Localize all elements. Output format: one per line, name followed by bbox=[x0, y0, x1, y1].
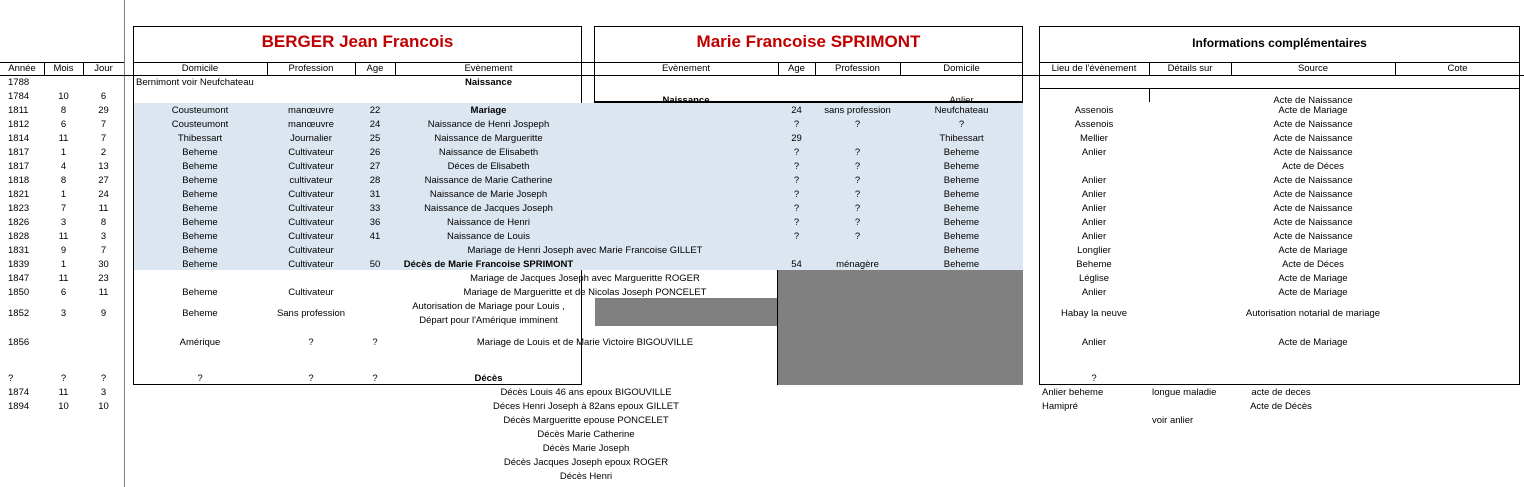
cell-prof1: ? bbox=[308, 337, 314, 348]
header-lieu: Lieu de l'évènement bbox=[1051, 63, 1137, 74]
cell-mois: 11 bbox=[58, 133, 69, 144]
cell-annee: 1818 bbox=[8, 175, 30, 186]
cell-prof1: Cultivateur bbox=[288, 161, 334, 172]
cell-ev1: Mariage bbox=[470, 105, 507, 116]
cell-ev1: Mariage de Margueritte et de Nicolas Joseph PONCELET bbox=[463, 287, 707, 298]
cell-jour: 7 bbox=[100, 245, 107, 256]
cell-ev1-multiline bbox=[395, 300, 582, 328]
cell-annee: 1817 bbox=[8, 161, 30, 172]
cell-jour: 27 bbox=[98, 175, 109, 186]
cell-ev1: Décès Marie Joseph bbox=[542, 443, 630, 454]
cell-ev1: Mariage de Jacques Joseph avec Margueritte ROGER bbox=[470, 273, 700, 284]
cell-source: Acte de Mariage bbox=[1278, 105, 1348, 116]
cell-prof2: ? bbox=[854, 147, 861, 158]
cell-age2: 24 bbox=[791, 105, 802, 116]
cell-jour: 11 bbox=[98, 287, 109, 298]
cell-annee: 1821 bbox=[8, 189, 30, 200]
cell-source: Acte de Décès bbox=[1250, 401, 1312, 412]
cell-ev1: Décès bbox=[474, 373, 503, 384]
cell-prof2: ? bbox=[854, 203, 861, 214]
cell-prof1: Sans profession bbox=[276, 308, 346, 319]
cell-mois: 11 bbox=[58, 387, 69, 398]
cell-ev1-line1: Autorisation de Mariage pour Louis , bbox=[412, 301, 565, 312]
cell-dom1: Beheme bbox=[182, 287, 218, 298]
cell-source: Acte de Naissance bbox=[1273, 133, 1353, 144]
gray-block bbox=[595, 298, 778, 326]
cell-jour: 3 bbox=[100, 387, 107, 398]
cell-ev1: Mariage de Henri Joseph avec Marie Francoise GILLET bbox=[467, 245, 703, 256]
cell-prof1: cultivateur bbox=[289, 175, 333, 186]
cell-lieu: Beheme bbox=[1076, 259, 1112, 270]
cell-mois: 6 bbox=[60, 287, 67, 298]
cell-age1: ? bbox=[372, 373, 378, 384]
cell-lieu: Assenois bbox=[1074, 119, 1114, 130]
cell-prof2: sans profession bbox=[824, 105, 891, 116]
cell-jour: ? bbox=[100, 373, 107, 384]
cell-annee: 1811 bbox=[8, 105, 29, 116]
cell-jour: 29 bbox=[98, 105, 109, 116]
cell-annee: 1839 bbox=[8, 259, 30, 270]
cell-annee: 1874 bbox=[8, 387, 30, 398]
cell-lieu: Anlier bbox=[1081, 189, 1107, 200]
cell-source: Acte de Déces bbox=[1282, 161, 1344, 172]
cell-dom2: Beheme bbox=[943, 259, 980, 270]
cell-annee: 1856 bbox=[8, 337, 30, 348]
cell-ev1: Naissance de Margueritte bbox=[434, 133, 543, 144]
cell-age1: 24 bbox=[369, 119, 381, 130]
cell-prof1: manœuvre bbox=[288, 105, 334, 116]
cell-age1: 36 bbox=[369, 217, 381, 228]
cell-jour: 6 bbox=[100, 91, 107, 102]
cell-dom1: Beheme bbox=[182, 147, 218, 158]
cell-ev1: Naissance de Henri Jospeph bbox=[427, 119, 550, 130]
cell-source: Acte de Mariage bbox=[1278, 273, 1348, 284]
cell-age2: ? bbox=[793, 189, 800, 200]
column-divider bbox=[124, 0, 125, 487]
cell-source: Acte de Déces bbox=[1282, 259, 1344, 270]
cell-age2: ? bbox=[793, 231, 800, 242]
header-domicile2: Domicile bbox=[943, 63, 980, 74]
cell-dom1: Thibessart bbox=[177, 133, 223, 144]
cell-dom1: Beheme bbox=[182, 203, 218, 214]
cell-jour: 30 bbox=[98, 259, 109, 270]
cell-ev1: Déces de Elisabeth bbox=[447, 161, 530, 172]
cell-source: Acte de Naissance bbox=[1273, 147, 1353, 158]
header-domicile1: Domicile bbox=[181, 63, 219, 74]
cell-ev1: Naissance de Elisabeth bbox=[438, 147, 539, 158]
row-line bbox=[1039, 88, 1520, 89]
cell-lieu: Assenois bbox=[1074, 105, 1114, 116]
cell-dom1: Beheme bbox=[182, 189, 218, 200]
cell-source: Acte de Naissance bbox=[1273, 231, 1353, 242]
cell-dom1: Beheme bbox=[182, 245, 218, 256]
cell-jour: 8 bbox=[100, 217, 107, 228]
cell-mois: 1 bbox=[60, 259, 67, 270]
cell-dom1: Beheme bbox=[182, 175, 218, 186]
cell-age1: 28 bbox=[369, 175, 381, 186]
cell-prof2: ? bbox=[854, 161, 861, 172]
cell-prof1: Cultivateur bbox=[288, 203, 334, 214]
cell-dom1: Bernimont voir Neufchateau bbox=[136, 77, 254, 88]
cell-ev1: Naissance de Marie Catherine bbox=[424, 175, 553, 186]
header-details: Détails sur bbox=[1167, 63, 1213, 74]
header-annee: Année bbox=[8, 63, 36, 74]
cell-lieu: ? bbox=[1091, 373, 1097, 384]
cell-dom1: Amérique bbox=[179, 337, 221, 348]
cell-prof1: Cultivateur bbox=[288, 147, 334, 158]
cell-source: Acte de Mariage bbox=[1278, 245, 1348, 256]
cell-age2: ? bbox=[793, 217, 800, 228]
cell-dom2: Beheme bbox=[943, 203, 980, 214]
header-jour: Jour bbox=[94, 63, 113, 74]
cell-age1: 26 bbox=[369, 147, 381, 158]
cell-age2: 54 bbox=[791, 259, 802, 270]
cell-mois: 10 bbox=[58, 401, 69, 412]
cell-mois: 11 bbox=[58, 231, 69, 242]
cell-annee: 1784 bbox=[8, 91, 30, 102]
cell-ev1: Naissance de Louis bbox=[447, 231, 530, 242]
cell-annee: 1894 bbox=[8, 401, 30, 412]
cell-age1: 25 bbox=[369, 133, 381, 144]
cell-dom2: Beheme bbox=[943, 189, 980, 200]
cell-dom1: Beheme bbox=[182, 161, 218, 172]
cell-prof2: ? bbox=[854, 175, 861, 186]
cell-dom2: Beheme bbox=[943, 231, 980, 242]
cell-source: Acte de Naissance bbox=[1273, 217, 1353, 228]
cell-lieu: Anlier bbox=[1081, 337, 1107, 348]
header-cote: Cote bbox=[1447, 63, 1468, 74]
cell-dom2: ? bbox=[958, 119, 965, 130]
cell-jour: 7 bbox=[100, 133, 107, 144]
cell-source: acte de deces bbox=[1251, 387, 1311, 398]
cell-age2: ? bbox=[793, 119, 800, 130]
cell-age1: 33 bbox=[369, 203, 381, 214]
cell-annee: 1828 bbox=[8, 231, 30, 242]
cell-lieu: Mellier bbox=[1080, 133, 1108, 144]
cell-jour: 24 bbox=[98, 189, 109, 200]
cell-mois: 11 bbox=[58, 273, 69, 284]
cell-ev1: Mariage de Louis et de Marie Victoire BIGOUVILLE bbox=[476, 337, 694, 348]
cell-mois: 9 bbox=[60, 245, 67, 256]
cell-dom2: Beheme bbox=[943, 245, 980, 256]
cell-dom1: Beheme bbox=[182, 231, 218, 242]
cell-prof1: Cultivateur bbox=[288, 231, 334, 242]
cell-age1: 22 bbox=[369, 105, 381, 116]
cell-ev1: Décès Henri bbox=[559, 471, 613, 482]
cell-source: Acte de Naissance bbox=[1273, 203, 1353, 214]
cell-dom2: Beheme bbox=[943, 161, 980, 172]
header-evenement1: Evènement bbox=[464, 63, 513, 74]
cell-dom2: Thibessart bbox=[939, 133, 984, 144]
cell-source: Acte de Naissance bbox=[1273, 189, 1353, 200]
cell-mois: 1 bbox=[60, 189, 67, 200]
cell-ev1: Déces Henri Joseph à 82ans epoux GILLET bbox=[493, 401, 679, 412]
cell-annee: 1831 bbox=[8, 245, 30, 256]
cell-jour: 3 bbox=[100, 231, 107, 242]
cell-source: Autorisation notarial de mariage bbox=[1245, 308, 1381, 319]
cell-dom2: Beheme bbox=[943, 147, 980, 158]
cell-prof2: ? bbox=[854, 217, 861, 228]
cell-details: longue maladie bbox=[1152, 387, 1217, 398]
cell-age2: ? bbox=[793, 161, 800, 172]
cell-prof2: ? bbox=[854, 119, 861, 130]
header-mois: Mois bbox=[53, 63, 74, 74]
cell-ev1: Décès de Marie Francoise SPRIMONT bbox=[403, 259, 574, 270]
cell-mois: 3 bbox=[60, 308, 67, 319]
cell-line bbox=[1149, 88, 1150, 102]
cell-lieu: Anlier bbox=[1081, 203, 1107, 214]
cell-prof1: Journalier bbox=[290, 133, 332, 144]
cell-ev1: Naissance de Jacques Joseph bbox=[424, 203, 553, 214]
cell-lieu: Anlier bbox=[1081, 175, 1107, 186]
cell-ev2: Naissance bbox=[662, 95, 710, 106]
cell-prof2: ? bbox=[854, 189, 861, 200]
header-profession1: Profession bbox=[288, 63, 334, 74]
person2-title: Marie Francoise SPRIMONT bbox=[696, 32, 921, 51]
cell-jour: 11 bbox=[98, 203, 109, 214]
cell-annee: 1847 bbox=[8, 273, 30, 284]
cell-age2: ? bbox=[793, 147, 800, 158]
cell-age1: 31 bbox=[369, 189, 381, 200]
cell-source: Acte de Naissance bbox=[1273, 95, 1353, 106]
cell-dom2: Anlier bbox=[949, 95, 974, 106]
cell-mois: 7 bbox=[60, 203, 67, 214]
cell-ev1: Décès Marie Catherine bbox=[537, 429, 635, 440]
cell-lieu: Hamipré bbox=[1042, 401, 1078, 412]
cell-prof1: manœuvre bbox=[288, 119, 334, 130]
cell-ev1: Naissance de Marie Joseph bbox=[429, 189, 548, 200]
cell-mois: ? bbox=[60, 373, 67, 384]
cell-jour: 10 bbox=[98, 401, 109, 412]
cell-age1: 50 bbox=[369, 259, 381, 270]
cell-age1: 27 bbox=[369, 161, 381, 172]
cell-dom1: ? bbox=[197, 373, 203, 384]
cell-lieu: Longlier bbox=[1077, 245, 1111, 256]
cell-prof1: Cultivateur bbox=[288, 217, 334, 228]
cell-source: Acte de Naissance bbox=[1273, 119, 1353, 130]
cell-prof1: Cultivateur bbox=[288, 259, 334, 270]
cell-dom2: Beheme bbox=[943, 217, 980, 228]
cell-mois: 10 bbox=[58, 91, 69, 102]
person1-title: BERGER Jean Francois bbox=[261, 32, 454, 51]
cell-lieu: Anlier bbox=[1081, 231, 1107, 242]
cell-details: voir anlier bbox=[1152, 415, 1194, 426]
cell-mois: 8 bbox=[60, 175, 67, 186]
cell-ev1: Décès Margueritte epouse PONCELET bbox=[503, 415, 669, 426]
cell-prof2: ? bbox=[854, 231, 861, 242]
cell-mois: 3 bbox=[60, 217, 67, 228]
cell-age1: 41 bbox=[369, 231, 381, 242]
cell-lieu: Anlier bbox=[1081, 287, 1107, 298]
cell-age2: ? bbox=[793, 175, 800, 186]
header-age2: Age bbox=[788, 63, 805, 74]
cell-annee: 1812 bbox=[8, 119, 30, 130]
cell-age2: ? bbox=[793, 203, 800, 214]
cell-dom1: Beheme bbox=[182, 259, 218, 270]
cell-prof1: ? bbox=[308, 373, 314, 384]
cell-source: Acte de Naissance bbox=[1273, 175, 1353, 186]
cell-annee: 1788 bbox=[8, 77, 30, 88]
cell-jour: 7 bbox=[100, 119, 107, 130]
cell-ev1: Décès Louis 46 ans epoux BIGOUVILLE bbox=[500, 387, 672, 398]
info-title: Informations complémentaires bbox=[1192, 36, 1367, 50]
cell-annee: 1817 bbox=[8, 147, 30, 158]
cell-lieu: Léglise bbox=[1078, 273, 1110, 284]
gray-block bbox=[778, 270, 1023, 385]
cell-ev1: Naissance bbox=[464, 77, 512, 88]
cell-dom1: Beheme bbox=[182, 308, 218, 319]
cell-source: Acte de Mariage bbox=[1278, 337, 1348, 348]
cell-dom1: Cousteumont bbox=[171, 105, 229, 116]
cell-jour: 9 bbox=[100, 308, 107, 319]
cell-jour: 13 bbox=[98, 161, 109, 172]
cell-mois: 6 bbox=[60, 119, 67, 130]
cell-lieu: Anlier bbox=[1081, 147, 1107, 158]
cell-annee: 1852 bbox=[8, 308, 30, 319]
cell-ev1: Décès Jacques Joseph epoux ROGER bbox=[503, 457, 669, 468]
header-age1: Age bbox=[366, 63, 384, 74]
cell-mois: 4 bbox=[60, 161, 67, 172]
cell-ev1-line2: Départ pour l'Amérique imminent bbox=[419, 315, 558, 326]
cell-age1: ? bbox=[372, 337, 378, 348]
cell-jour: 2 bbox=[100, 147, 107, 158]
cell-annee: 1823 bbox=[8, 203, 30, 214]
cell-prof2: ménagère bbox=[836, 259, 879, 270]
cell-age2: 29 bbox=[791, 133, 802, 144]
cell-jour: 23 bbox=[98, 273, 109, 284]
cell-mois: 1 bbox=[60, 147, 67, 158]
cell-lieu: Anlier beheme bbox=[1042, 387, 1104, 398]
cell-lieu: Habay la neuve bbox=[1060, 308, 1128, 319]
cell-annee: 1850 bbox=[8, 287, 30, 298]
header-source: Source bbox=[1297, 63, 1329, 74]
cell-source: Acte de Mariage bbox=[1278, 287, 1348, 298]
cell-prof1: Cultivateur bbox=[288, 287, 334, 298]
cell-annee: 1814 bbox=[8, 133, 30, 144]
cell-prof1: Cultivateur bbox=[288, 189, 334, 200]
header-profession2: Profession bbox=[835, 63, 880, 74]
cell-lieu: Anlier bbox=[1081, 217, 1107, 228]
cell-dom1: Cousteumont bbox=[171, 119, 229, 130]
cell-annee: ? bbox=[8, 373, 14, 384]
cell-prof1: Cultivateur bbox=[288, 245, 334, 256]
cell-dom2: Beheme bbox=[943, 175, 980, 186]
cell-dom1: Beheme bbox=[182, 217, 218, 228]
cell-ev1: Naissance de Henri bbox=[447, 217, 530, 228]
header-evenement2: Evènement bbox=[661, 63, 711, 74]
cell-annee: 1826 bbox=[8, 217, 30, 228]
cell-dom2: Neufchateau bbox=[934, 105, 989, 116]
cell-mois: 8 bbox=[60, 105, 67, 116]
